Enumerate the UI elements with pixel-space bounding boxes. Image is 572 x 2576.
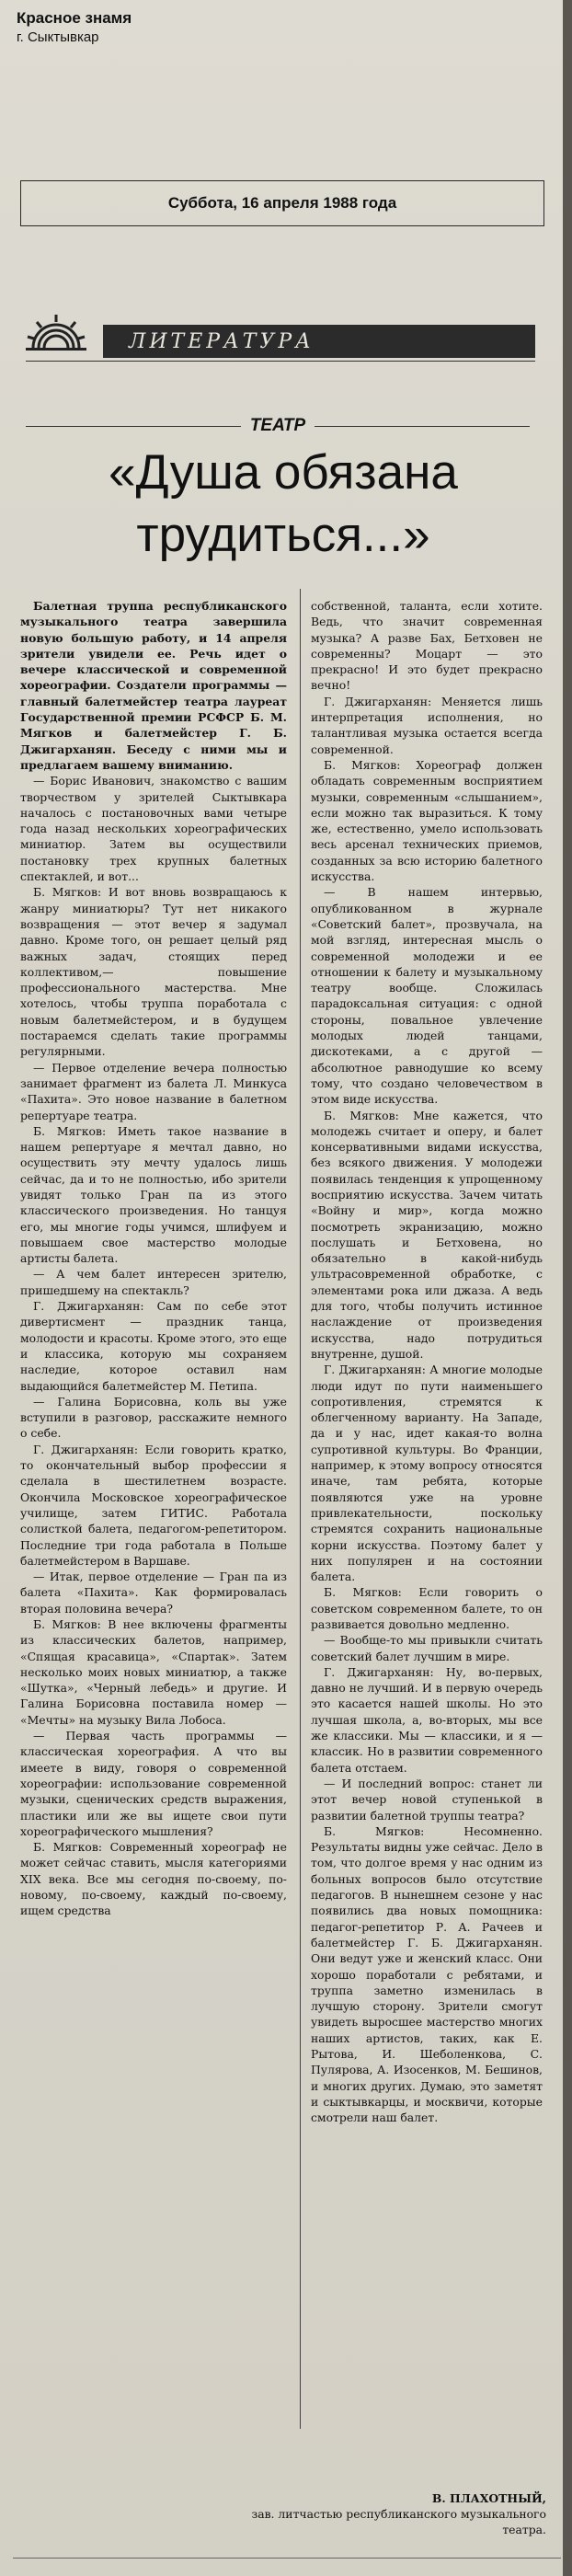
paragraph: собственной, таланта, если хотите. Ведь, что значит современная музыка? А разве Бах, Бетховен не современны? Моцарт — это прекрасно! И это будет прекрасно вечно! — [311, 599, 543, 693]
rubric-rule-left — [26, 426, 241, 427]
headline-line-1: «Душа обязана — [109, 445, 458, 500]
section-title: ЛИТЕРАТУРА — [129, 329, 315, 353]
paragraph: Б. Мягков: Современный хореограф не может сейчас ставить, мысля категориями XIX века. Все мы сегодня по-своему, по-новому, по-своему, каждый по-своему, ищем средства — [20, 1840, 287, 1918]
article-headline — [28, 442, 539, 567]
page-edge-shadow — [563, 0, 572, 2576]
author-role-end: театра. — [502, 2523, 546, 2536]
paragraph: Г. Джигарханян: Если говорить кратко, то окончательный выбор профессии я сделала в шестилетнем возрасте. Окончила Московское хореографическое училище, затем ГИТИС. Работала солисткой балета, педагогом-репетитором. Последние три года работала в Польше балетмейстером в Варшаве. — [20, 1442, 287, 1568]
source-label — [17, 9, 132, 45]
paragraph: Б. Мягков: И вот вновь возвращаюсь к жанру миниатюры? Тут нет никакого возвращения — этот вечер я задумал давно. Кроме того, он решает целый ряд важных задач, стоящих перед коллективом,— повышение профессионального мастерства. Мне хотелось, чтобы труппа поработала с новым балетмейстером, и в будущем постараемся сделать такие программы регулярными. — [20, 885, 287, 1059]
paragraph: Б. Мягков: Мне кажется, что молодежь считает и оперу, и балет консервативными видами искусства, без всякого движения. У молодежи появилась тенденция к упрощенному восприятию искусства. Зачем читать «Войну и мир», когда можно посмотреть экранизацию, можно послушать и Бетховена, но обязательно в какой-нибудь ультрасовременной обработке, с элементами рока или джаза. А ведь для того, чтобы получить истинное наслаждение от произведения искусства, надо потрудиться внутренне, душой. — [311, 1108, 543, 1361]
rubric-label: ТЕАТР — [249, 416, 306, 435]
paragraph: — Первая часть программы — классическая хореография. А что вы имеете в виду, говоря о современной хореографии: использование современной музыки, сценических средств выражения, пластики или же вы ищете свои пути хореографического мышления? — [20, 1729, 287, 1838]
issue-date: Суббота, 16 апреля 1988 года — [167, 194, 397, 212]
paragraph: Г. Джигарханян: Ну, во-первых, давно не лучший. И в первую очередь это касается нашей школы. Но это лучшая школа, а, во-вторых, мы все же классики. Мы — классики, и я — классик. Но в развитии современного балета отстаем. — [311, 1664, 543, 1775]
paragraph: — Вообще-то мы привыкли считать советский балет лучшим в мире. — [311, 1633, 543, 1663]
paragraph: — В нашем интервью, опубликованном в журнале «Советский балет», прозвучала, на мой взгляд, интересная мысль о современной молодежи и ее отношении к балету и музыкальному театру вообще. Сложилась парадоксальная ситуация: с одной стороны, повальное увлечение молодых людей танцами, дискотеками, а с другой — абсолютное равнодушие ко всему тому, что создано человечеством в этом виде искусства. — [311, 885, 543, 1107]
rubric-rule-right — [315, 426, 530, 427]
column-divider — [300, 589, 301, 2429]
author-name: В. ПЛАХОТНЫЙ, — [431, 2491, 546, 2505]
newspaper-name: Красное знамя — [17, 9, 132, 27]
paragraph: — Борис Иванович, знакомство с вашим творчеством у зрителей Сыктывкара началось с постановочных вами четыре года назад нескольких хореографических миниатюр. Затем вы осуществили постановку трех крупных балетных спектаклей, и вот... — [20, 774, 287, 884]
paragraph: Б. Мягков: Хореограф должен обладать современным восприятием музыки, современным «слышанием», если можно так выразиться. К тому же, естественно, умело использовать весь арсенал технических приемов, созданных за всю историю балетного искусства. — [311, 757, 543, 884]
article-column-right — [311, 598, 543, 2126]
author-role: зав. литчастью республиканского музыкального — [251, 2507, 546, 2521]
paragraph: Б. Мягков: Если говорить о советском современном балете, то он развивается довольно медленно. — [311, 1585, 543, 1631]
headline-line-2: трудиться...» — [136, 508, 430, 562]
section-banner — [103, 325, 535, 358]
paragraph: Г. Джигарханян: Сам по себе этот дивертисмент — праздник танца, молодости и красоты. Кроме этого, это еще и классика, которую мы сохраняем наследие, которое оставил нам выдающийся балетмейстер М. Петипа. — [20, 1299, 287, 1393]
bottom-rule — [13, 2558, 561, 2559]
section-rule — [26, 361, 535, 362]
rubric-header — [26, 416, 530, 436]
paragraph: Г. Джигарханян: А многие молодые люди идут по пути наименьшего сопротивления, стремятся к облегченному варианту. На Западе, да и у нас, идет какая-то волна супротивной культуры. Во Франции, например, к этому вопросу относятся иначе, там ребята, которые появляются уже на уровне привлекательности, поскольку стремятся сохранить национальные корни искусства. Поэтому балет у них популярен и на состоянии балета. — [311, 1363, 543, 1584]
paragraph: Б. Мягков: В нее включены фрагменты из классических балетов, например, «Спящая красавица», «Спартак». Затем несколько моих новых миниатюр, а также «Шутка», «Черный лебедь» и другие. И Галина Борисовна поставила номер — «Мечты» на музыку Вила Лобоса. — [20, 1617, 287, 1727]
sunrise-emblem-icon — [26, 311, 86, 351]
issue-date-box — [20, 180, 544, 226]
paragraph: Г. Джигарханян: Меняется лишь интерпретация исполнения, но талантливая музыка остается всегда современной. — [311, 694, 543, 756]
paragraph: — Первое отделение вечера полностью занимает фрагмент из балета Л. Минкуса «Пахита». Это новое название в балетном репертуаре театра. — [20, 1060, 287, 1122]
city-name: г. Сыктывкар — [17, 29, 99, 45]
paragraph: Б. Мягков: Несомненно. Результаты видны уже сейчас. Дело в том, что долгое время у нас одним из больных вопросов было отсутствие педагогов. В нынешнем сезоне у нас появились два новых помощника: педагог-репетитор Р. А. Рачеев и балетмейстер Г. Б. Джигарханян. Они ведут уже и женский класс. Они хорошо поработали с ребятами, и труппа заметно изменилась в лучшую сторону. Зрители смогут увидеть выросшее мастерство многих наших артистов, таких, как Е. Рытова, И. Шеболенкова, С. Пулярова, А. Изосенков, М. Бешинов, и многих других. Думаю, это заметят и сыктывкарцы, и москвичи, которые смотрели наш балет. — [311, 1823, 543, 2125]
paragraph: — А чем балет интересен зрителю, пришедшему на спектакль? — [20, 1267, 287, 1297]
article-column-left — [20, 598, 287, 1919]
paragraph: Б. Мягков: Иметь такое название в нашем репертуаре я мечтал давно, но осуществить эту мечту удалось лишь сейчас, да и то не полностью, ибо зрители увидят только Гран па из этого классического произведения. Но танцуя его, мы многие годы учимся, шлифуем и повышаем свое мастерство молодые артисты балета. — [20, 1123, 287, 1266]
article-lead: Балетная труппа республиканского музыкального театра завершила новую большую работу, и 14 апреля зрители увидели ее. Речь идет о вечере классической и современной хореографии. Создатели программы — главный балетмейстер театра лауреат Государственной премии РСФСР Б. М. Мягков и балетмейстер Г. Б. Джигарханян. Беседу с ними мы и предлагаем вашему вниманию. — [20, 599, 287, 772]
paragraph: — Итак, первое отделение — Гран па из балета «Пахита». Как формировалась вторая половина вечера? — [20, 1570, 287, 1616]
author-signature — [251, 2490, 546, 2537]
paragraph: — Галина Борисовна, коль вы уже вступили в разговор, расскажите немного о себе. — [20, 1394, 287, 1441]
paragraph: — И последний вопрос: станет ли этот вечер новой ступенькой в развитии балетной труппы театра? — [311, 1776, 543, 1823]
